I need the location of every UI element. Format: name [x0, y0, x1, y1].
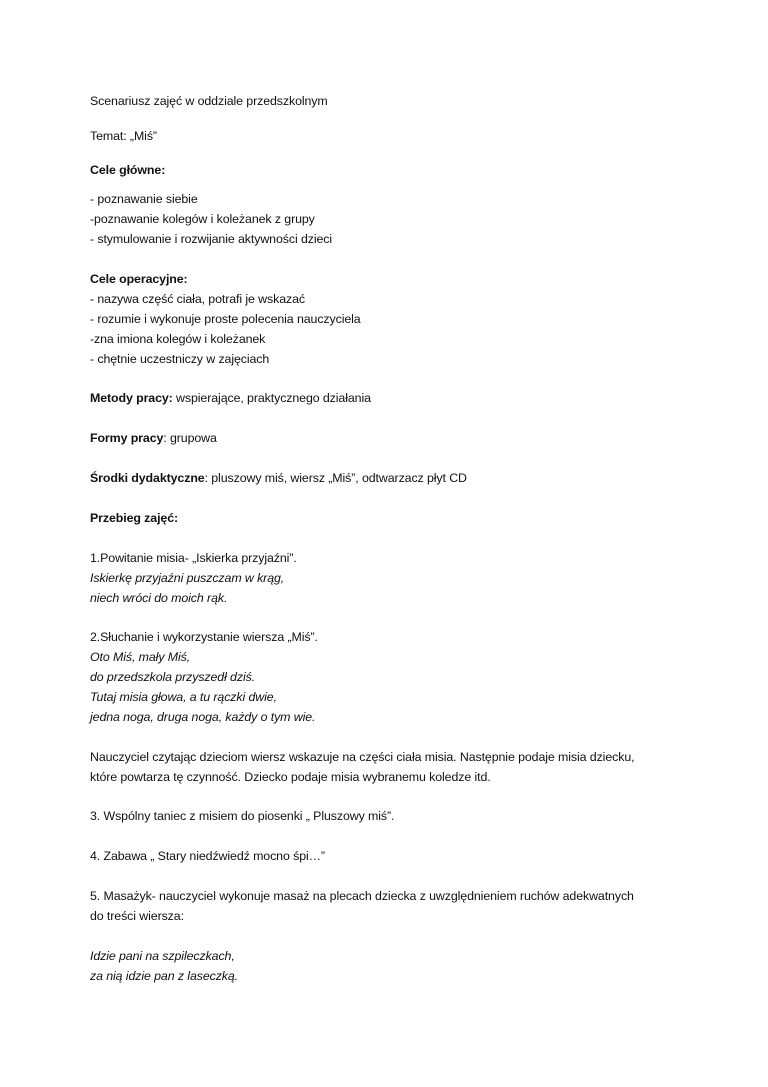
paragraph-line: Nauczyciel czytając dzieciom wiersz wskazuje na części ciała misia. Następnie podaje misia dziecku,	[90, 750, 635, 764]
massage-verse-line: Idzie pani na szpileczkach,	[90, 949, 235, 963]
main-goal-item: - stymulowanie i rozwijanie aktywności dzieci	[90, 232, 333, 246]
operational-goals-heading: Cele operacyjne:	[90, 272, 188, 286]
main-goal-item: -poznawanie kolegów i koleżanek z grupy	[90, 212, 315, 226]
step-1-verse-line: Iskierkę przyjaźni puszczam w krąg,	[90, 571, 285, 585]
resources-line	[90, 470, 467, 486]
step-5-line: 5. Masażyk- nauczyciel wykonuje masaż na plecach dziecka z uwzględnieniem ruchów adekwatnych	[90, 889, 634, 903]
forms-label: Formy pracy	[90, 431, 164, 445]
forms-line	[90, 430, 217, 446]
step-4: 4. Zabawa „ Stary niedźwiedź mocno śpi…”	[90, 849, 325, 863]
course-heading: Przebieg zajęć:	[90, 511, 179, 525]
massage-verse-line: za nią idzie pan z laseczką.	[90, 969, 239, 983]
document-header: Scenariusz zajęć w oddziale przedszkolnym	[90, 94, 328, 108]
forms-value: : grupowa	[163, 431, 217, 445]
main-goal-item: - poznawanie siebie	[90, 192, 198, 206]
resources-value: : pluszowy miś, wiersz „Miś”, odtwarzacz płyt CD	[204, 471, 467, 485]
step-1-verse-line: niech wróci do moich rąk.	[90, 591, 228, 605]
operational-goal-item: - nazywa część ciała, potrafi je wskazać	[90, 292, 305, 306]
methods-label: Metody pracy:	[90, 391, 173, 405]
main-goals-heading: Cele główne:	[90, 163, 166, 177]
methods-line	[90, 390, 371, 406]
paragraph-line: które powtarza tę czynność. Dziecko podaje misia wybranemu koledze itd.	[90, 770, 491, 784]
step-2-verse-line: jedna noga, druga noga, każdy o tym wie.	[90, 710, 316, 724]
operational-goal-item: - chętnie uczestniczy w zajęciach	[90, 352, 270, 366]
step-5-line: do treści wiersza:	[90, 909, 184, 923]
operational-goal-item: - rozumie i wykonuje proste polecenia nauczyciela	[90, 312, 361, 326]
operational-goal-item: -zna imiona kolegów i koleżanek	[90, 332, 266, 346]
resources-label: Środki dydaktyczne	[90, 471, 205, 485]
step-2-verse-line: do przedszkola przyszedł dziś.	[90, 670, 256, 684]
step-2-title: 2.Słuchanie i wykorzystanie wiersza „Miś”.	[90, 630, 318, 644]
topic-line: Temat: „Miś”	[90, 129, 157, 143]
step-2-verse-line: Tutaj misia głowa, a tu rączki dwie,	[90, 690, 277, 704]
methods-value: wspierające, praktycznego działania	[172, 391, 371, 405]
step-2-verse-line: Oto Miś, mały Miś,	[90, 650, 191, 664]
step-1-title: 1.Powitanie misia- „Iskierka przyjaźni”.	[90, 551, 297, 565]
step-3: 3. Wspólny taniec z misiem do piosenki „ Pluszowy miś”.	[90, 809, 395, 823]
